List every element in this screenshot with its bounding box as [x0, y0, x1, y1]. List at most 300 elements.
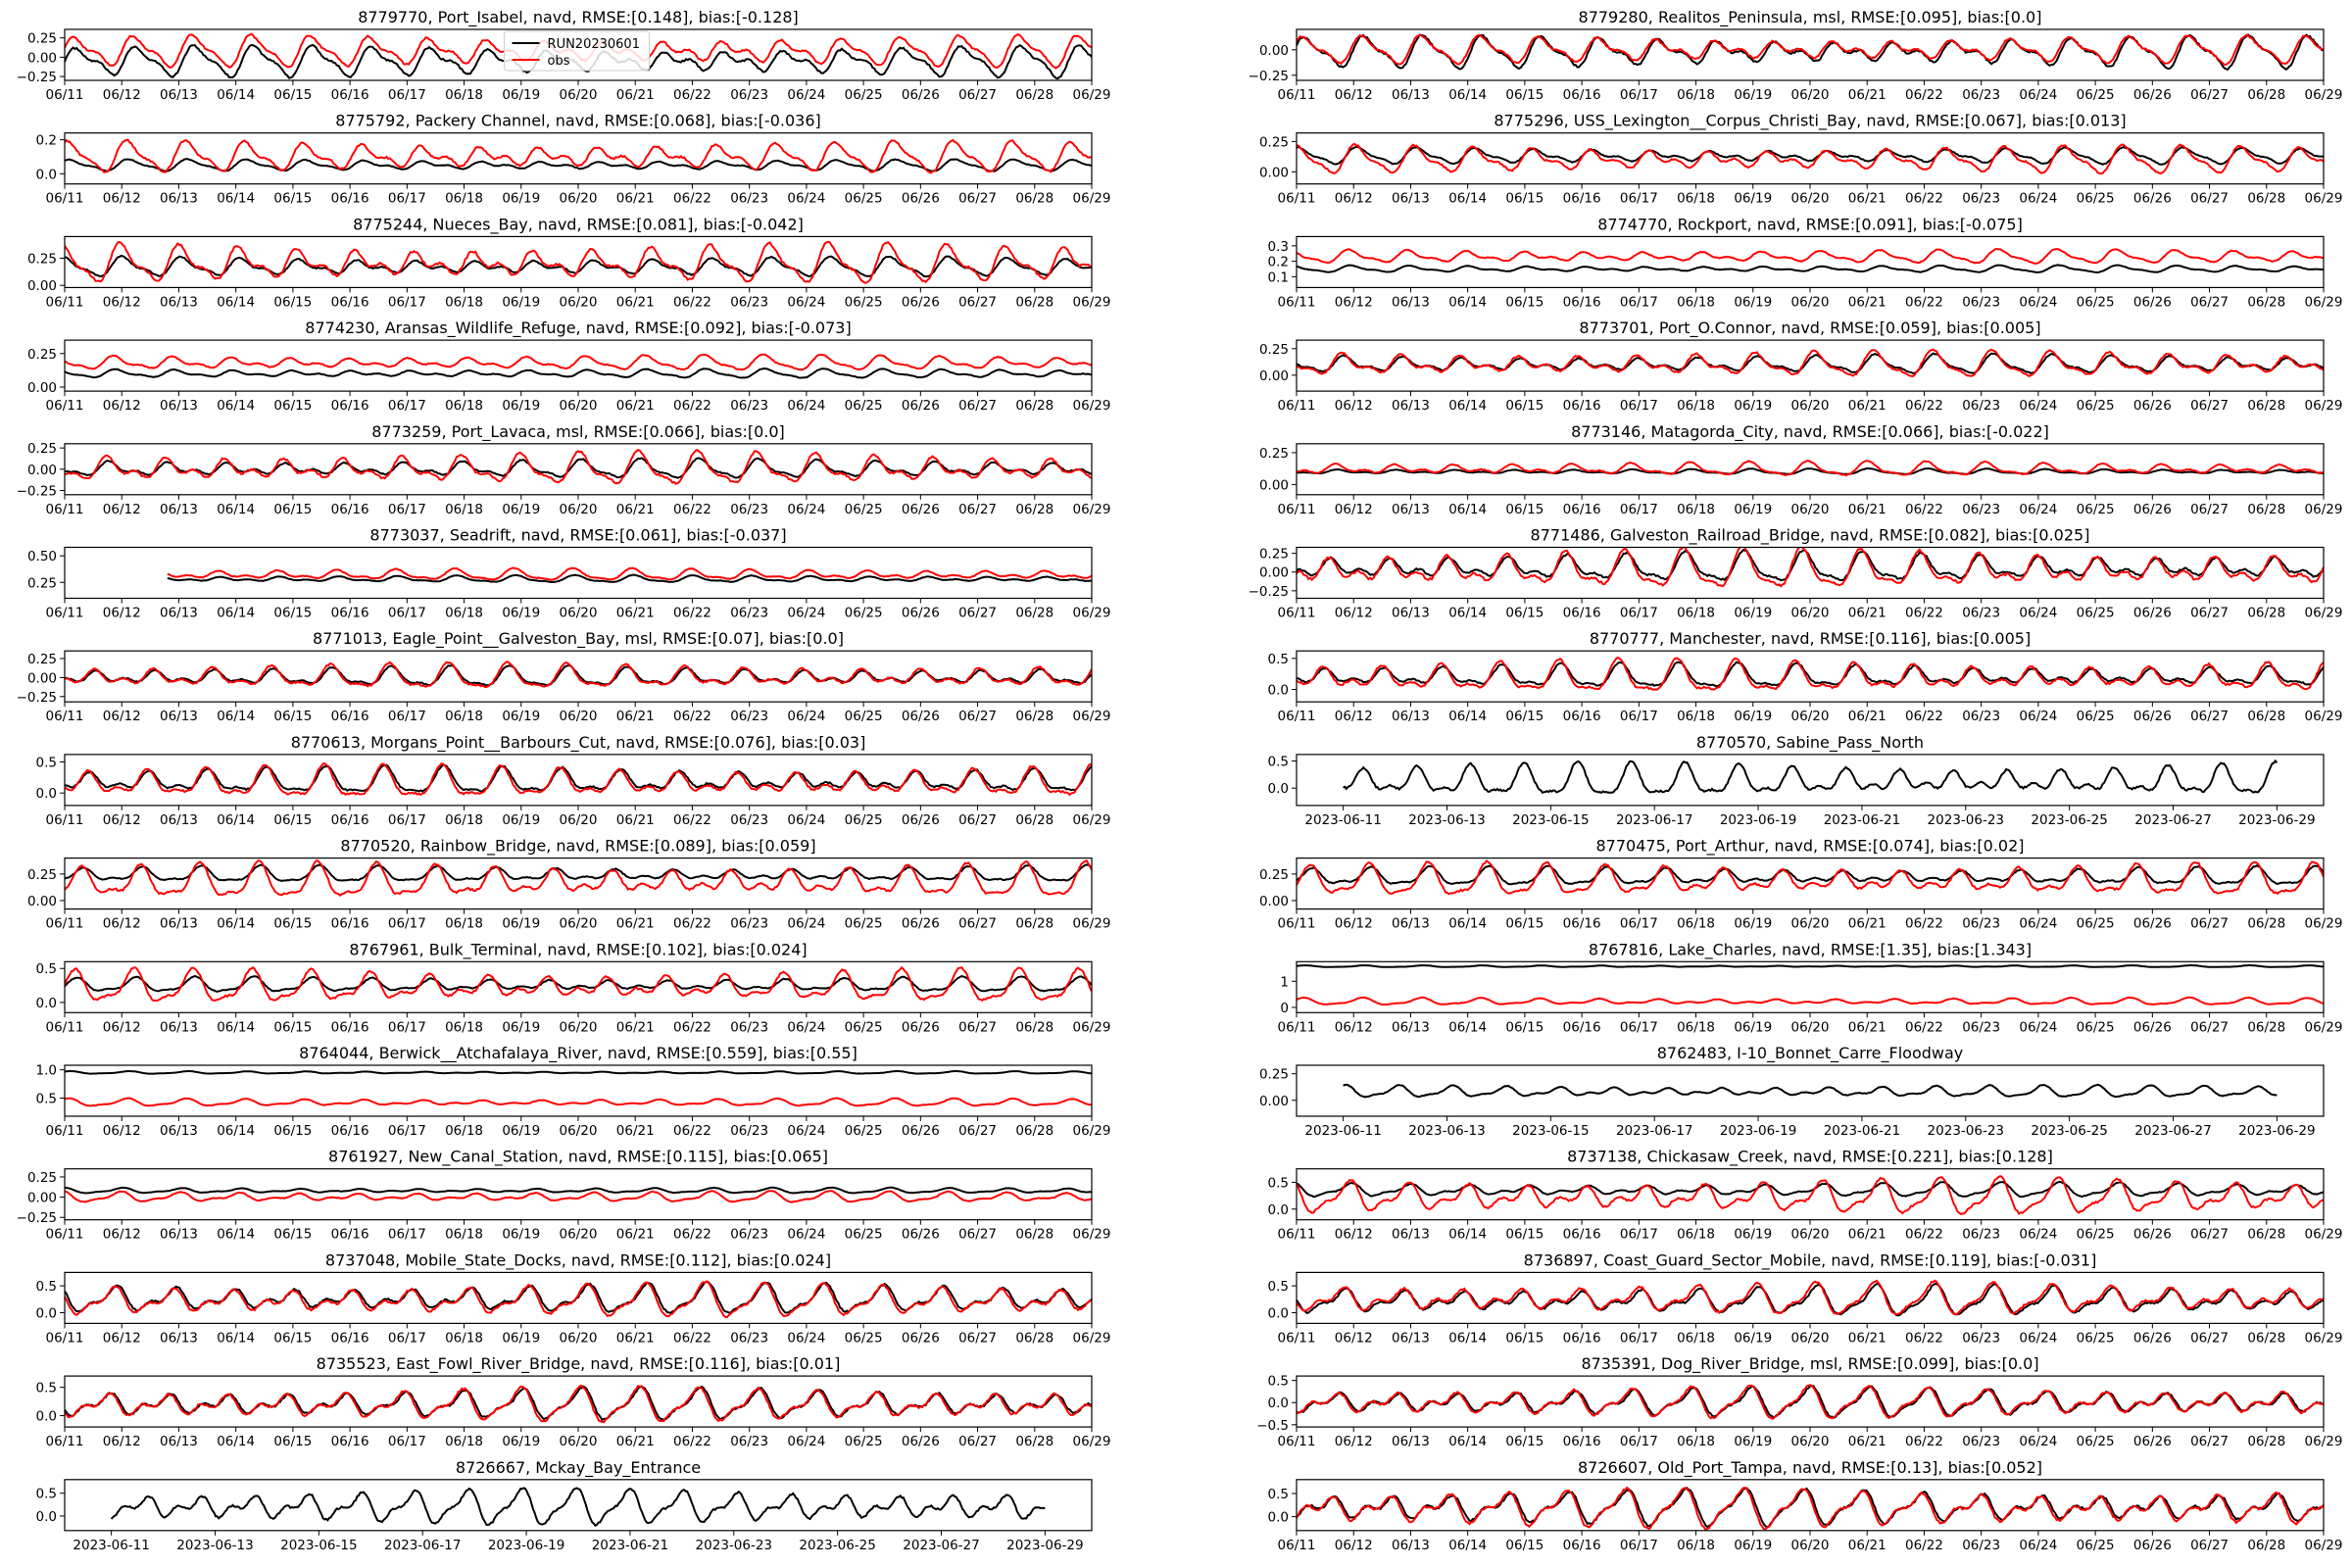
- x-tick-label: 06/25: [2076, 605, 2115, 621]
- x-tick-label: 06/16: [1562, 1330, 1601, 1347]
- x-tick-label: 06/22: [672, 915, 711, 932]
- x-tick-label: 06/26: [901, 294, 940, 311]
- x-tick-label: 06/18: [1677, 501, 1716, 517]
- x-tick-label: 06/28: [2247, 1019, 2286, 1036]
- x-tick-label: 06/13: [1391, 398, 1430, 415]
- x-tick-label: 06/23: [1962, 501, 2001, 517]
- x-tick-label: 06/21: [615, 190, 655, 207]
- x-tick-label: 06/11: [45, 1434, 84, 1450]
- x-tick-label: 06/11: [45, 1123, 84, 1139]
- panel-title: 8767816, Lake_Charles, navd, RMSE:[1.35], bias:[1.343]: [1588, 940, 2033, 959]
- y-tick-label: 0.25: [1258, 134, 1289, 151]
- series-line-obs: [1297, 350, 2324, 376]
- x-tick-label: 06/26: [901, 811, 940, 828]
- x-tick-label: 06/12: [102, 501, 141, 517]
- panel-title: 8774230, Aransas_Wildlife_Refuge, navd, RMSE:[0.092], bias:[-0.073]: [305, 318, 852, 338]
- x-tick-label: 06/17: [387, 294, 426, 311]
- plot-frame: [65, 548, 1092, 599]
- x-tick-label: 06/11: [1277, 1226, 1316, 1243]
- x-tick-label: 06/20: [559, 501, 598, 517]
- x-tick-label: 06/15: [273, 1123, 313, 1139]
- x-tick-label: 06/15: [273, 1330, 313, 1347]
- x-tick-label: 06/21: [1847, 1019, 1886, 1036]
- x-tick-label: 06/28: [1015, 1226, 1054, 1243]
- x-tick-label: 06/20: [1790, 605, 1830, 621]
- x-tick-label: 06/24: [2019, 190, 2058, 207]
- x-tick-label: 06/27: [2190, 605, 2230, 621]
- x-tick-label: 06/14: [217, 294, 256, 311]
- x-tick-label: 06/28: [1015, 87, 1054, 103]
- x-tick-label: 06/19: [502, 1123, 541, 1139]
- y-tick-label: 0.0: [1267, 781, 1289, 798]
- x-tick-label: 06/17: [387, 605, 426, 621]
- plot-frame: [65, 133, 1092, 184]
- x-tick-label: 06/11: [1277, 1019, 1316, 1036]
- y-tick-label: 0.1: [1267, 270, 1289, 286]
- x-tick-label: 06/21: [615, 398, 655, 415]
- x-tick-label: 06/21: [1847, 87, 1886, 103]
- x-tick-label: 06/11: [1277, 501, 1316, 517]
- x-tick-label: 06/18: [1677, 190, 1716, 207]
- y-tick-label: 0.0: [35, 995, 57, 1011]
- x-tick-label: 06/16: [1562, 501, 1601, 517]
- x-tick-label: 06/26: [901, 1434, 940, 1450]
- x-tick-label: 06/19: [1734, 87, 1773, 103]
- x-tick-label: 06/24: [2019, 1330, 2058, 1347]
- y-tick-label: 0.25: [1258, 445, 1289, 462]
- panel-title: 8770777, Manchester, navd, RMSE:[0.116], bias:[0.005]: [1589, 629, 2032, 649]
- panel-title: 8775792, Packery Channel, navd, RMSE:[0.068], bias:[-0.036]: [335, 111, 821, 130]
- x-tick-label: 06/28: [2247, 87, 2286, 103]
- x-tick-label: 06/11: [1277, 398, 1316, 415]
- x-tick-label: 06/20: [559, 1019, 598, 1036]
- x-tick-label: 06/29: [1072, 605, 1111, 621]
- series-line-run20230601: [1344, 1085, 2278, 1098]
- x-tick-label: 06/12: [1334, 190, 1373, 207]
- x-tick-label: 06/19: [1734, 190, 1773, 207]
- x-tick-label: 06/20: [559, 1434, 598, 1450]
- x-tick-label: 2023-06-15: [1512, 811, 1590, 828]
- x-tick-label: 06/15: [1505, 1434, 1544, 1450]
- panel-8761927: [17, 1148, 1111, 1243]
- x-tick-label: 06/29: [2304, 709, 2343, 725]
- plot-frame: [1297, 755, 2324, 806]
- x-tick-label: 2023-06-13: [176, 1537, 254, 1553]
- x-tick-label: 06/15: [273, 811, 313, 828]
- x-tick-label: 06/23: [1962, 190, 2001, 207]
- panel-title: 8774770, Rockport, navd, RMSE:[0.091], bias:[-0.075]: [1597, 215, 2023, 234]
- panel-8737138: [1268, 1148, 2343, 1243]
- x-tick-label: 06/15: [273, 1226, 313, 1243]
- y-tick-label: 0.25: [26, 441, 57, 458]
- x-tick-label: 06/14: [1448, 915, 1488, 932]
- x-tick-label: 06/14: [1448, 709, 1488, 725]
- x-tick-label: 06/11: [1277, 1330, 1316, 1347]
- x-tick-label: 06/21: [1847, 709, 1886, 725]
- x-tick-label: 06/24: [2019, 709, 2058, 725]
- x-tick-label: 06/28: [2247, 709, 2286, 725]
- x-tick-label: 06/12: [102, 1330, 141, 1347]
- x-tick-label: 06/18: [445, 1330, 484, 1347]
- x-tick-label: 06/12: [1334, 1434, 1373, 1450]
- panel-8770613: [36, 733, 1111, 828]
- y-tick-label: 0.25: [1258, 546, 1289, 563]
- x-tick-label: 06/18: [445, 1226, 484, 1243]
- x-tick-label: 06/17: [387, 398, 426, 415]
- x-tick-label: 06/21: [615, 605, 655, 621]
- series-line-obs: [1297, 144, 2324, 173]
- x-tick-label: 06/27: [958, 501, 998, 517]
- x-tick-label: 06/18: [445, 1019, 484, 1036]
- x-tick-label: 06/20: [559, 87, 598, 103]
- x-tick-label: 06/19: [1734, 1330, 1773, 1347]
- x-tick-label: 06/25: [2076, 294, 2115, 311]
- series-line-run20230601: [1344, 760, 2278, 793]
- x-tick-label: 2023-06-25: [2031, 811, 2108, 828]
- x-tick-label: 06/20: [559, 294, 598, 311]
- x-tick-label: 06/25: [2076, 398, 2115, 415]
- x-tick-label: 06/22: [672, 605, 711, 621]
- x-tick-label: 06/19: [1734, 605, 1773, 621]
- x-tick-label: 06/13: [159, 605, 198, 621]
- x-tick-label: 06/26: [2132, 398, 2172, 415]
- x-tick-label: 06/23: [1962, 709, 2001, 725]
- y-tick-label: 0.5: [35, 1486, 57, 1502]
- x-tick-label: 06/14: [1448, 1330, 1488, 1347]
- x-tick-label: 06/29: [2304, 1537, 2343, 1553]
- x-tick-label: 06/28: [1015, 1123, 1054, 1139]
- x-tick-label: 06/23: [730, 190, 769, 207]
- y-tick-label: −0.25: [16, 689, 57, 706]
- x-tick-label: 2023-06-25: [799, 1537, 876, 1553]
- x-tick-label: 06/26: [901, 398, 940, 415]
- x-tick-label: 06/27: [2190, 87, 2230, 103]
- legend: [505, 31, 650, 71]
- x-tick-label: 06/21: [1847, 605, 1886, 621]
- x-tick-label: 06/25: [844, 709, 883, 725]
- series-line-run20230601: [1297, 468, 2324, 474]
- x-tick-label: 06/13: [1391, 190, 1430, 207]
- y-tick-label: 0.00: [26, 379, 57, 396]
- x-tick-label: 06/22: [672, 1434, 711, 1450]
- x-tick-label: 06/17: [387, 1434, 426, 1450]
- x-tick-label: 06/20: [559, 709, 598, 725]
- x-tick-label: 06/11: [45, 1330, 84, 1347]
- x-tick-label: 06/26: [901, 501, 940, 517]
- y-tick-label: 0.5: [35, 1279, 57, 1296]
- x-tick-label: 06/25: [2076, 1537, 2115, 1553]
- series-line-run20230601: [65, 976, 1092, 992]
- x-tick-label: 06/25: [844, 501, 883, 517]
- x-tick-label: 06/19: [502, 1226, 541, 1243]
- panel-title: 8737048, Mobile_State_Docks, navd, RMSE:[0.112], bias:[0.024]: [324, 1250, 832, 1270]
- x-tick-label: 06/27: [2190, 709, 2230, 725]
- panel-title: 8762483, I-10_Bonnet_Carre_Floodway: [1656, 1044, 1964, 1062]
- x-tick-label: 06/27: [2190, 1537, 2230, 1553]
- x-tick-label: 06/11: [45, 605, 84, 621]
- x-tick-label: 06/28: [2247, 398, 2286, 415]
- x-tick-label: 06/13: [159, 1123, 198, 1139]
- x-tick-label: 06/25: [844, 1434, 883, 1450]
- x-tick-label: 06/24: [787, 87, 826, 103]
- x-tick-label: 06/11: [1277, 1537, 1316, 1553]
- x-tick-label: 06/21: [615, 87, 655, 103]
- y-tick-label: 0.25: [26, 651, 57, 667]
- series-line-obs: [65, 242, 1092, 283]
- panel-8773037: [27, 526, 1111, 621]
- x-tick-label: 06/24: [2019, 915, 2058, 932]
- panel-8774770: [1268, 215, 2343, 310]
- x-tick-label: 06/29: [1072, 811, 1111, 828]
- x-tick-label: 06/12: [1334, 1330, 1373, 1347]
- x-tick-label: 06/25: [844, 1330, 883, 1347]
- x-tick-label: 06/26: [2132, 915, 2172, 932]
- x-tick-label: 06/14: [217, 811, 256, 828]
- x-tick-label: 06/17: [1619, 1019, 1658, 1036]
- x-tick-label: 06/19: [1734, 501, 1773, 517]
- series-line-obs: [1297, 249, 2324, 264]
- x-tick-label: 06/23: [1962, 294, 2001, 311]
- x-tick-label: 06/12: [1334, 294, 1373, 311]
- x-tick-label: 06/16: [330, 811, 369, 828]
- x-tick-label: 06/17: [1619, 915, 1658, 932]
- x-tick-label: 06/25: [2076, 190, 2115, 207]
- x-tick-label: 2023-06-11: [73, 1537, 150, 1553]
- plot-frame: [1297, 548, 2324, 599]
- legend-label-run20230601: RUN20230601: [547, 37, 640, 52]
- x-tick-label: 06/24: [787, 1330, 826, 1347]
- series-line-obs: [65, 1281, 1092, 1317]
- x-tick-label: 06/19: [502, 501, 541, 517]
- x-tick-label: 06/22: [672, 398, 711, 415]
- x-tick-label: 2023-06-25: [2031, 1123, 2108, 1139]
- x-tick-label: 06/18: [1677, 398, 1716, 415]
- panel-title: 8771486, Galveston_Railroad_Bridge, navd, RMSE:[0.082], bias:[0.025]: [1530, 525, 2090, 545]
- x-tick-label: 2023-06-29: [2238, 1123, 2316, 1139]
- plot-frame: [65, 858, 1092, 909]
- y-tick-label: 0.00: [26, 1190, 57, 1206]
- x-tick-label: 06/13: [159, 1226, 198, 1243]
- x-tick-label: 06/27: [958, 811, 998, 828]
- series-line-run20230601: [112, 1488, 1046, 1525]
- series-line-obs: [1297, 1281, 2324, 1314]
- x-tick-label: 06/28: [1015, 398, 1054, 415]
- x-tick-label: 06/13: [1391, 915, 1430, 932]
- x-tick-label: 06/14: [217, 709, 256, 725]
- x-tick-label: 06/17: [1619, 1537, 1658, 1553]
- x-tick-label: 06/26: [2132, 1537, 2172, 1553]
- x-tick-label: 06/27: [958, 1330, 998, 1347]
- x-tick-label: 06/20: [1790, 294, 1830, 311]
- x-tick-label: 06/14: [1448, 1434, 1488, 1450]
- x-tick-label: 06/16: [330, 1434, 369, 1450]
- y-tick-label: −0.5: [1256, 1417, 1289, 1434]
- x-tick-label: 06/23: [1962, 605, 2001, 621]
- x-tick-label: 06/14: [217, 1330, 256, 1347]
- x-tick-label: 06/16: [330, 605, 369, 621]
- x-tick-label: 06/25: [2076, 1434, 2115, 1450]
- x-tick-label: 06/16: [1562, 915, 1601, 932]
- x-tick-label: 06/22: [1904, 605, 1943, 621]
- x-tick-label: 06/29: [2304, 294, 2343, 311]
- x-tick-label: 06/14: [1448, 1019, 1488, 1036]
- x-tick-label: 06/25: [844, 1019, 883, 1036]
- x-tick-label: 06/20: [1790, 1537, 1830, 1553]
- x-tick-label: 06/15: [273, 190, 313, 207]
- x-tick-label: 06/28: [2247, 190, 2286, 207]
- x-tick-label: 06/27: [2190, 1330, 2230, 1347]
- x-tick-label: 06/15: [273, 605, 313, 621]
- x-tick-label: 06/12: [102, 398, 141, 415]
- x-tick-label: 06/28: [2247, 294, 2286, 311]
- y-tick-label: 0.25: [26, 575, 57, 592]
- panel-8779770: [17, 8, 1111, 103]
- x-tick-label: 06/11: [1277, 709, 1316, 725]
- x-tick-label: 06/12: [102, 709, 141, 725]
- x-tick-label: 06/13: [1391, 87, 1430, 103]
- plot-frame: [1297, 1169, 2324, 1220]
- y-tick-label: 0.5: [1267, 1175, 1289, 1192]
- x-tick-label: 2023-06-21: [591, 1537, 669, 1553]
- x-tick-label: 06/14: [217, 398, 256, 415]
- x-tick-label: 06/22: [672, 190, 711, 207]
- x-tick-label: 06/21: [615, 1434, 655, 1450]
- x-tick-label: 06/28: [1015, 811, 1054, 828]
- x-tick-label: 06/14: [217, 190, 256, 207]
- x-tick-label: 2023-06-19: [1719, 811, 1797, 828]
- plot-frame: [65, 1169, 1092, 1220]
- x-tick-label: 06/11: [45, 87, 84, 103]
- x-tick-label: 06/17: [1619, 1434, 1658, 1450]
- x-tick-label: 06/27: [2190, 1226, 2230, 1243]
- x-tick-label: 06/20: [1790, 87, 1830, 103]
- x-tick-label: 06/14: [1448, 1537, 1488, 1553]
- y-tick-label: 0.0: [1267, 1201, 1289, 1218]
- x-tick-label: 06/21: [1847, 190, 1886, 207]
- y-tick-label: 0.25: [26, 1169, 57, 1186]
- y-tick-label: 0.5: [1267, 1279, 1289, 1296]
- x-tick-label: 06/18: [1677, 915, 1716, 932]
- x-tick-label: 06/29: [1072, 1434, 1111, 1450]
- x-tick-label: 06/13: [1391, 501, 1430, 517]
- x-tick-label: 06/28: [2247, 1434, 2286, 1450]
- y-tick-label: 0.0: [35, 786, 57, 803]
- y-tick-label: 0.0: [35, 1508, 57, 1525]
- x-tick-label: 06/22: [1904, 398, 1943, 415]
- x-tick-label: 2023-06-23: [1927, 1123, 2005, 1139]
- x-tick-label: 06/14: [1448, 398, 1488, 415]
- x-tick-label: 2023-06-21: [1823, 811, 1901, 828]
- x-tick-label: 06/22: [672, 87, 711, 103]
- x-tick-label: 06/18: [1677, 1226, 1716, 1243]
- x-tick-label: 06/27: [958, 605, 998, 621]
- x-tick-label: 06/19: [502, 294, 541, 311]
- x-tick-label: 06/29: [1072, 87, 1111, 103]
- y-tick-label: 0.5: [35, 1091, 57, 1107]
- panel-title: 8773037, Seadrift, navd, RMSE:[0.061], bias:[-0.037]: [369, 525, 787, 545]
- x-tick-label: 06/18: [1677, 1330, 1716, 1347]
- x-tick-label: 06/22: [1904, 709, 1943, 725]
- x-tick-label: 06/19: [502, 811, 541, 828]
- x-tick-label: 2023-06-23: [1927, 811, 2005, 828]
- x-tick-label: 06/16: [1562, 398, 1601, 415]
- y-tick-label: 0.0: [1267, 1305, 1289, 1322]
- y-tick-label: 0.25: [26, 30, 57, 47]
- x-tick-label: 06/23: [730, 398, 769, 415]
- panel-title: 8771013, Eagle_Point__Galveston_Bay, msl, RMSE:[0.07], bias:[0.0]: [313, 629, 844, 649]
- x-tick-label: 06/15: [1505, 605, 1544, 621]
- x-tick-label: 06/16: [1562, 1434, 1601, 1450]
- series-line-obs: [1297, 658, 2324, 689]
- x-tick-label: 2023-06-21: [1823, 1123, 1901, 1139]
- x-tick-label: 06/21: [1847, 1434, 1886, 1450]
- x-tick-label: 06/16: [1562, 605, 1601, 621]
- x-tick-label: 06/16: [330, 1226, 369, 1243]
- x-tick-label: 06/29: [1072, 190, 1111, 207]
- x-tick-label: 06/18: [445, 1123, 484, 1139]
- x-tick-label: 06/18: [445, 190, 484, 207]
- series-line-obs: [1297, 998, 2324, 1004]
- x-tick-label: 06/24: [787, 501, 826, 517]
- x-tick-label: 06/27: [958, 190, 998, 207]
- x-tick-label: 06/13: [159, 398, 198, 415]
- x-tick-label: 06/27: [958, 294, 998, 311]
- x-tick-label: 06/12: [102, 1123, 141, 1139]
- x-tick-label: 06/18: [445, 709, 484, 725]
- series-line-run20230601: [1297, 1488, 2324, 1527]
- x-tick-label: 06/11: [45, 811, 84, 828]
- y-tick-label: 0.5: [1267, 651, 1289, 667]
- x-tick-label: 06/15: [273, 1434, 313, 1450]
- x-tick-label: 2023-06-13: [1408, 1123, 1486, 1139]
- x-tick-label: 06/22: [1904, 87, 1943, 103]
- panel-title: 8737138, Chickasaw_Creek, navd, RMSE:[0.221], bias:[0.128]: [1567, 1147, 2053, 1166]
- x-tick-label: 06/21: [615, 811, 655, 828]
- panel-8773146: [1259, 422, 2343, 517]
- x-tick-label: 06/26: [901, 605, 940, 621]
- x-tick-label: 06/16: [330, 1019, 369, 1036]
- x-tick-label: 06/20: [1790, 1226, 1830, 1243]
- y-tick-label: −0.25: [1248, 583, 1289, 600]
- x-tick-label: 06/17: [387, 1330, 426, 1347]
- panel-title: 8735391, Dog_River_Bridge, msl, RMSE:[0.099], bias:[0.0]: [1581, 1354, 2039, 1374]
- x-tick-label: 06/15: [1505, 1330, 1544, 1347]
- x-tick-label: 06/18: [445, 915, 484, 932]
- x-tick-label: 06/27: [958, 915, 998, 932]
- panel-title: 8770520, Rainbow_Bridge, navd, RMSE:[0.089], bias:[0.059]: [340, 836, 816, 856]
- x-tick-label: 06/13: [159, 1330, 198, 1347]
- panel-title: 8764044, Berwick__Atchafalaya_River, navd, RMSE:[0.559], bias:[0.55]: [299, 1044, 858, 1062]
- x-tick-label: 06/26: [2132, 87, 2172, 103]
- x-tick-label: 06/15: [1505, 501, 1544, 517]
- x-tick-label: 06/19: [1734, 1434, 1773, 1450]
- x-tick-label: 06/29: [1072, 294, 1111, 311]
- series-line-obs: [65, 1191, 1092, 1202]
- y-tick-label: 0.00: [1258, 1093, 1289, 1109]
- panel-8770570: [1268, 733, 2324, 828]
- x-tick-label: 2023-06-11: [1304, 1123, 1382, 1139]
- panel-8770475: [1259, 837, 2343, 932]
- panel-title: 8736897, Coast_Guard_Sector_Mobile, navd, RMSE:[0.119], bias:[-0.031]: [1523, 1250, 2097, 1270]
- x-tick-label: 06/29: [2304, 1019, 2343, 1036]
- y-tick-label: 0.0: [1267, 1396, 1289, 1412]
- x-tick-label: 06/25: [2076, 1226, 2115, 1243]
- x-tick-label: 06/12: [102, 190, 141, 207]
- series-line-obs: [65, 1099, 1092, 1106]
- panel-title: 8770570, Sabine_Pass_North: [1695, 732, 1925, 752]
- x-tick-label: 06/27: [958, 87, 998, 103]
- x-tick-label: 06/13: [159, 811, 198, 828]
